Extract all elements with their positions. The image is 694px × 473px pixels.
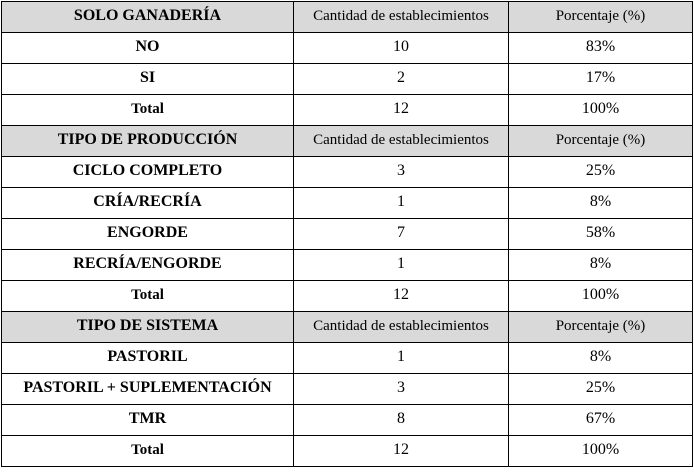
section-title: TIPO DE PRODUCCIÓN [2, 126, 294, 157]
section-title: SOLO GANADERÍA [2, 2, 294, 33]
data-table [1, 1, 693, 467]
row-percent: 17% [509, 64, 693, 95]
total-row [2, 281, 693, 312]
row-label: NO [2, 33, 294, 64]
total-percent: 100% [509, 95, 693, 126]
row-label: ENGORDE [2, 219, 294, 250]
column-header-percent: Porcentaje (%) [509, 126, 693, 157]
total-count: 12 [294, 95, 509, 126]
row-percent: 25% [509, 157, 693, 188]
row-count: 1 [294, 250, 509, 281]
total-count: 12 [294, 436, 509, 467]
row-percent: 8% [509, 250, 693, 281]
table-row [2, 33, 693, 64]
total-percent: 100% [509, 436, 693, 467]
row-label: CICLO COMPLETO [2, 157, 294, 188]
column-header-percent: Porcentaje (%) [509, 2, 693, 33]
row-percent: 83% [509, 33, 693, 64]
row-count: 2 [294, 64, 509, 95]
row-percent: 25% [509, 374, 693, 405]
total-label: Total [2, 281, 294, 312]
row-count: 8 [294, 405, 509, 436]
total-label: Total [2, 95, 294, 126]
section-title: TIPO DE SISTEMA [2, 312, 294, 343]
total-row [2, 95, 693, 126]
total-label: Total [2, 436, 294, 467]
table-row [2, 374, 693, 405]
total-percent: 100% [509, 281, 693, 312]
table-row [2, 64, 693, 95]
row-label: CRÍA/RECRÍA [2, 188, 294, 219]
row-percent: 67% [509, 405, 693, 436]
table-row [2, 188, 693, 219]
row-label: TMR [2, 405, 294, 436]
table-row [2, 405, 693, 436]
column-header-count: Cantidad de establecimientos [294, 2, 509, 33]
row-percent: 8% [509, 343, 693, 374]
row-count: 1 [294, 188, 509, 219]
section-header-row [2, 2, 693, 33]
row-count: 1 [294, 343, 509, 374]
table-row [2, 219, 693, 250]
table-body [2, 2, 693, 467]
row-label: PASTORIL [2, 343, 294, 374]
total-count: 12 [294, 281, 509, 312]
row-count: 10 [294, 33, 509, 64]
section-header-row [2, 126, 693, 157]
row-label: PASTORIL + SUPLEMENTACIÓN [2, 374, 294, 405]
row-percent: 58% [509, 219, 693, 250]
column-header-percent: Porcentaje (%) [509, 312, 693, 343]
table-row [2, 250, 693, 281]
column-header-count: Cantidad de establecimientos [294, 312, 509, 343]
row-label: SI [2, 64, 294, 95]
row-count: 3 [294, 157, 509, 188]
column-header-count: Cantidad de establecimientos [294, 126, 509, 157]
table-row [2, 343, 693, 374]
row-label: RECRÍA/ENGORDE [2, 250, 294, 281]
row-percent: 8% [509, 188, 693, 219]
table-row [2, 157, 693, 188]
total-row [2, 436, 693, 467]
section-header-row [2, 312, 693, 343]
row-count: 3 [294, 374, 509, 405]
row-count: 7 [294, 219, 509, 250]
